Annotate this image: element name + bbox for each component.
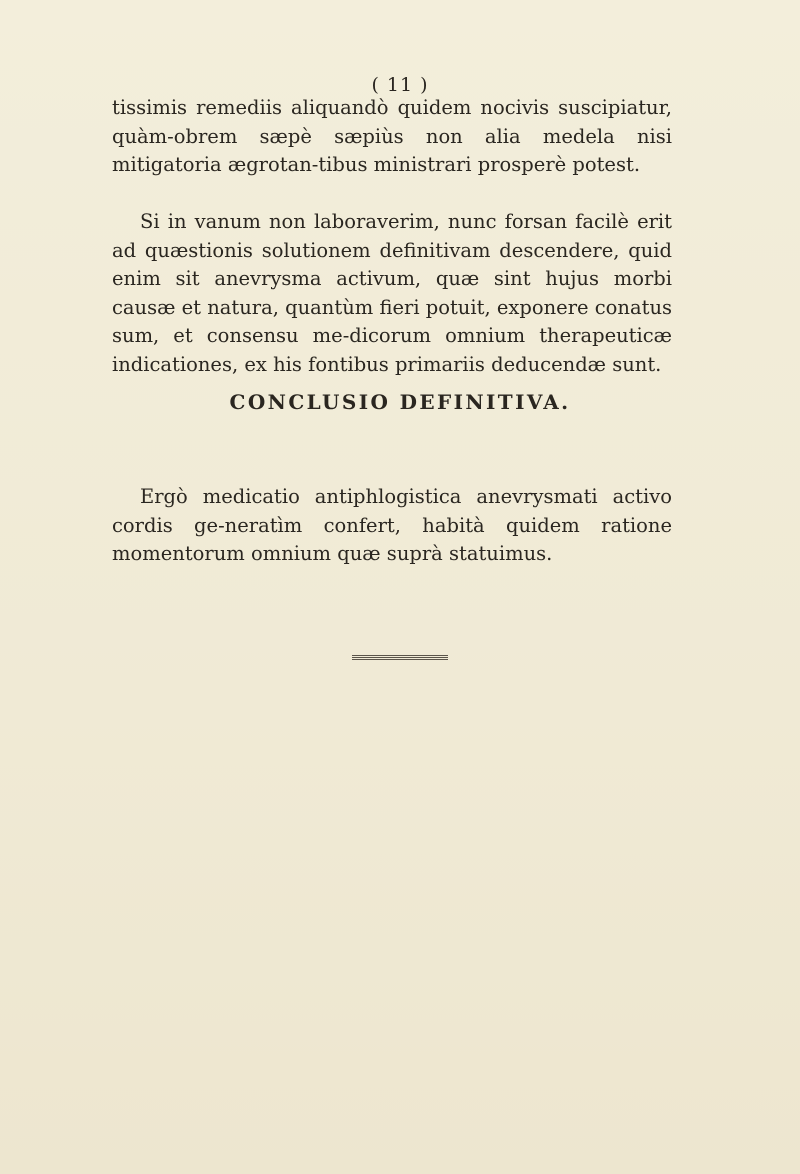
end-rule-divider	[352, 655, 448, 660]
paragraph-text: Ergò medicatio antiphlogistica anevrysmati activo cordis ge-neratìm confert, habità quidem ratione momentorum omnium quæ suprà statuimus.	[112, 485, 672, 566]
section-heading: CONCLUSIO DEFINITIVA.	[229, 390, 571, 414]
paragraph-continued	[112, 94, 672, 180]
page-number: ( 11 )	[371, 74, 429, 96]
paragraph-conclusion	[112, 483, 672, 569]
paragraph-text: Si in vanum non laboraverim, nunc forsan facilè erit ad quæstionis solutionem definitivam descendere, quid enim sit anevrysma activum, quæ sint hujus morbi causæ et natura, quantùm fieri potuit, exponere conatus sum, et consensu me-dicorum omnium therapeuticæ indicationes, ex his fontibus primariis deducendæ sunt.	[112, 210, 673, 376]
paragraph-text: tissimis remediis aliquandò quidem nocivis suscipiatur, quàm-obrem sæpè sæpiùs non alia medela nisi mitigatoria ægrotan-tibus ministrari prosperè potest.	[112, 96, 672, 177]
paragraph-argument	[112, 208, 672, 380]
